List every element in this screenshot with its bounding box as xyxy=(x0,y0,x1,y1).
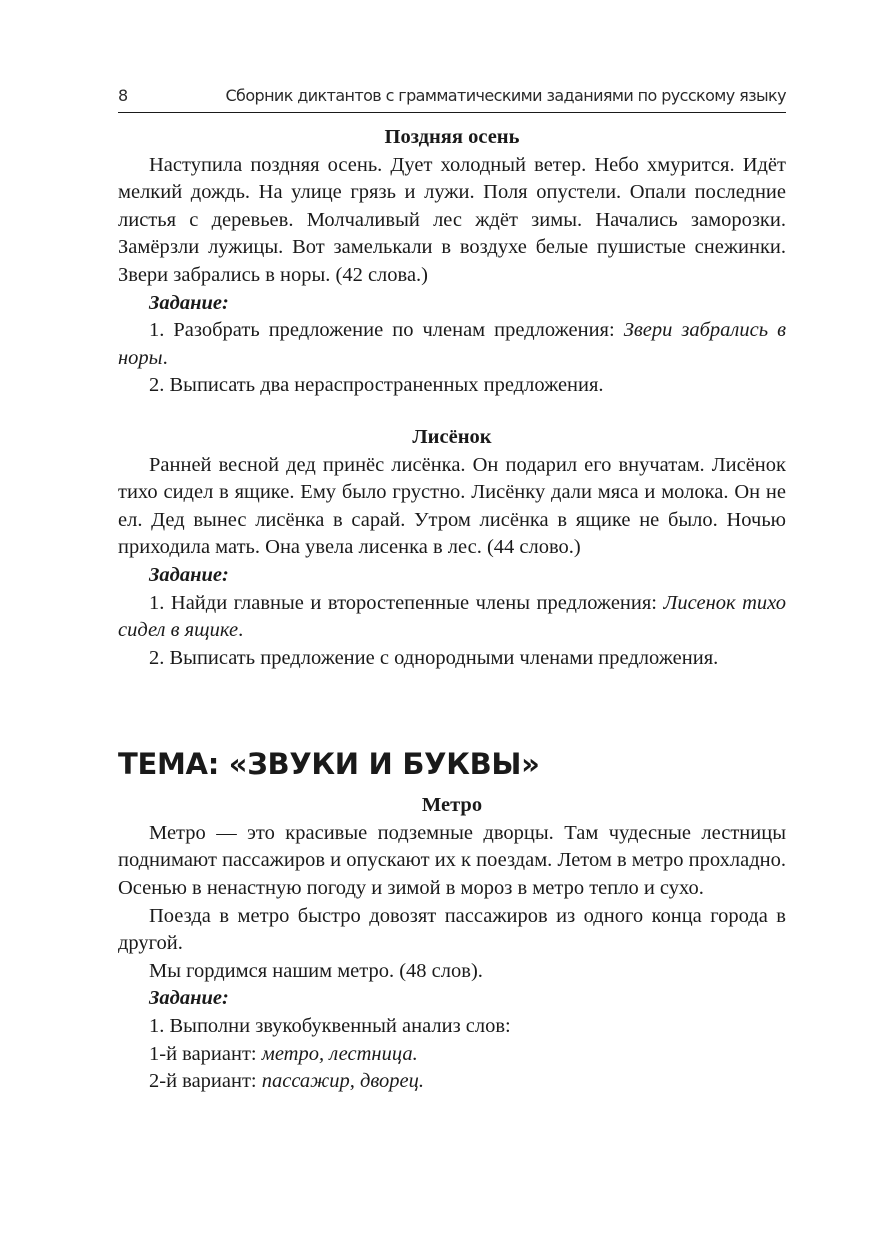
variant-label: 2-й вариант: xyxy=(149,1070,262,1093)
task-item-2: 2. Выписать два нераспространенных предложения. xyxy=(149,374,604,397)
dictation-paragraph-1: Метро — это красивые подземные дворцы. Там чудесные лестницы поднимают пассажиров и опускают их к поездам. Летом в метро прохладно. Осенью в ненастную погоду и зимой в мороз в метро тепло и сухо. xyxy=(118,821,786,900)
task-label: Задание: xyxy=(149,291,229,314)
task-item-1 xyxy=(118,590,786,645)
dictation-metro xyxy=(118,792,786,1096)
dictation-text: Ранней весной дед принёс лисёнка. Он подарил его внучатам. Лисёнок тихо сидел в ящике. Ему было грустно. Лисёнку дали мяса и молока. Он не ел. Дед вынес лисёнка в сарай. Утром лисёнка в ящике не было. Ночью приходила мать. Она увела лисенка в лес. (44 слово.) xyxy=(118,453,786,559)
theme-heading: ТЕМА: «ЗВУКИ И БУКВЫ» xyxy=(118,747,540,782)
task-example-sentence: Звери забрались в норы xyxy=(118,319,786,369)
dictation-fox-cub xyxy=(118,424,786,672)
dictation-paragraph-3: Мы гордимся нашим метро. (48 слов). xyxy=(149,959,483,982)
dictation-title: Метро xyxy=(421,794,483,817)
task-text: 1. Разобрать предложение по членам предложения: xyxy=(149,319,624,342)
variant-words: пассажир, дворец. xyxy=(261,1070,424,1093)
dictation-title: Лисёнок xyxy=(412,425,492,448)
task-item-2: 2. Выписать предложение с однородными членами предложения. xyxy=(149,646,719,669)
page-content xyxy=(118,124,786,1096)
page-header xyxy=(118,82,786,113)
task-example-sentence: Лисенок тихо сидел в ящике xyxy=(118,591,786,642)
running-title: Сборник диктантов с грамматическими заданиями по русскому языку xyxy=(225,86,786,105)
task-text-end: . xyxy=(238,619,244,642)
dictation-title: Поздняя осень xyxy=(384,126,520,148)
task-item-1: 1. Выполни звукобуквенный анализ слов: xyxy=(149,1015,511,1038)
task-item-1 xyxy=(118,317,786,372)
task-text-end: . xyxy=(162,346,168,369)
dictation-paragraph-2: Поезда в метро быстро довозят пассажиров из одного конца города в другой. xyxy=(118,904,786,955)
page-number: 8 xyxy=(118,86,128,105)
task-variant-1 xyxy=(118,1041,786,1069)
variant-label: 1-й вариант: xyxy=(149,1042,262,1065)
section-spacer xyxy=(118,400,786,424)
dictation-text: Наступила поздняя осень. Дует холодный ветер. Небо хмурится. Идёт мелкий дождь. На улице грязь и лужи. Поля опустели. Опали последние листья с деревьев. Молчаливый лес ждёт зимы. Начались заморозки. Замёрзли лужицы. Вот замелькали в воздухе белые пушистые снежинки. Звери забрались в норы. (42 слова.) xyxy=(118,153,786,286)
task-label: Задание: xyxy=(149,987,229,1010)
task-label: Задание: xyxy=(149,563,229,586)
variant-words: метро, лестница. xyxy=(261,1042,418,1065)
dictation-late-autumn xyxy=(118,124,786,400)
task-variant-2 xyxy=(118,1068,786,1096)
task-text: 1. Найди главные и второстепенные члены предложения: xyxy=(149,591,664,614)
